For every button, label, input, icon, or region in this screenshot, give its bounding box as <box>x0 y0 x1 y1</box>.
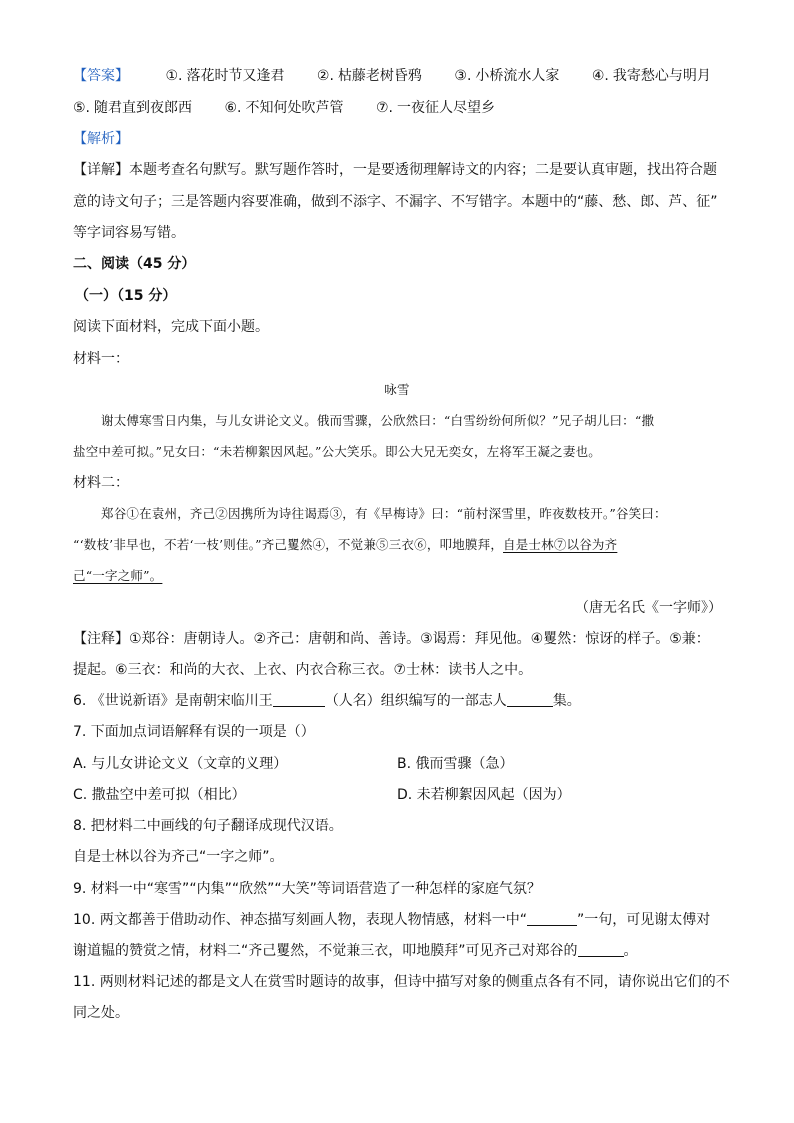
question-10-line-2: 谢道韫的赞赏之情，材料二“齐己矍然，不觉兼三衣，叩地膜拜”可见齐己对郑谷的 。 <box>73 943 638 959</box>
analysis-tag: 【解析】 <box>73 131 129 147</box>
answer-item-3: ③. 小桥流水人家 <box>454 68 560 84</box>
material-1-label: 材料一： <box>73 351 129 367</box>
question-11-line-1: 11. 两则材料记述的都是文人在赏雪时题诗的故事，但诗中描写对象的侧重点各有不同，请你说出它们的不 <box>73 974 730 990</box>
underlined-sentence-part-2: 己“一字之师”。 <box>73 568 163 583</box>
material-2-label: 材料二： <box>73 475 129 491</box>
question-8: 8. 把材料二中画线的句子翻译成现代汉语。 <box>73 818 343 834</box>
section-title: 二、阅读（45 分） <box>73 256 196 272</box>
option-a: A. 与儿女讲论文义（文章的义理） <box>73 756 288 772</box>
material-1-line-1: 谢太傅寒雪日内集，与儿女讲论文义。俄而雪骤，公欣然曰：“白雪纷纷何所似？”兄子胡儿曰：“撒 <box>101 413 655 428</box>
material-1-title: 咏雪 <box>384 382 410 397</box>
notes-line-2: 提起。⑥三衣：和尚的大衣、上衣、内衣合称三衣。⑦士林：读书人之中。 <box>73 662 533 678</box>
option-b: B. 俄而雪骤（急） <box>397 756 514 772</box>
question-6: 6. 《世说新语》是南朝宋临川王 （人名）组织编写的一部志人 集。 <box>73 693 581 709</box>
answer-line-2 <box>73 98 495 118</box>
answer-item-5: ⑤. 随君直到夜郎西 <box>73 100 193 116</box>
answer-item-1: ①. 落花时节又逢君 <box>165 68 285 84</box>
material-2-line-2: “‘数枝’非早也，不若‘一枝’则佳。”齐己矍然④，不觉兼⑤三衣⑥，叩地膜拜，自是士林⑦以谷为齐 <box>73 537 618 552</box>
analysis-line-3: 等字词容易写错。 <box>73 225 185 241</box>
underlined-sentence-part-1: 自是士林⑦以谷为齐 <box>503 537 618 552</box>
material-2-line-3 <box>73 566 162 586</box>
answer-blank <box>527 911 577 926</box>
answer-item-2: ②. 枯藤老树昏鸦 <box>316 68 422 84</box>
analysis-line-1: 【详解】本题考查名句默写。默写题作答时，一是要透彻理解诗文的内容；二是要认真审题，找出符合题 <box>73 162 717 178</box>
question-11-line-2: 同之处。 <box>73 1005 129 1021</box>
material-1-line-2: 盐空中差可拟。”兄女曰：“未若柳絮因风起。”公大笑乐。即公大兄无奕女，左将军王凝之妻也。 <box>73 444 601 459</box>
answer-item-4: ④. 我寄愁心与明月 <box>591 68 711 84</box>
analysis-line-2: 意的诗文句子；三是答题内容要准确，做到不添字、不漏字、不写错字。本题中的“藤、愁、郎、芦、征” <box>73 194 718 210</box>
answer-blank <box>578 942 624 957</box>
question-7: 7. 下面加点词语解释有误的一项是（） <box>73 724 315 740</box>
answer-item-6: ⑥. 不知何处吹芦管 <box>224 100 344 116</box>
material-2-line-1: 郑谷①在袁州，齐己②因携所为诗往谒焉③，有《早梅诗》曰：“前村深雪里，昨夜数枝开。”谷笑曰： <box>101 506 667 521</box>
answer-item-7: ⑦. 一夜征人尽望乡 <box>375 100 495 116</box>
detail-tag: 【详解】 <box>73 162 129 178</box>
section-sub-title: （一）（15 分） <box>75 288 177 304</box>
source-citation: （唐无名氏《一字师》） <box>575 600 722 616</box>
option-d: D. 未若柳絮因风起（因为） <box>397 787 571 803</box>
answer-blank <box>273 692 325 707</box>
question-8-sentence: 自是士林以谷为齐己“一字之师”。 <box>73 849 284 865</box>
answer-blank <box>507 692 553 707</box>
section-instruction: 阅读下面材料，完成下面小题。 <box>73 319 269 335</box>
question-10-line-1: 10. 两文都善于借助动作、神态描写刻画人物，表现人物情感，材料一中“ ”一句，可见谢太傅对 <box>73 912 711 928</box>
option-c: C. 撒盐空中差可拟（相比） <box>73 787 246 803</box>
answer-line-1 <box>73 66 711 86</box>
answer-tag: 【答案】 <box>73 68 129 84</box>
notes-line-1: 【注释】①郑谷：唐朝诗人。②齐己：唐朝和尚、善诗。③谒焉：拜见他。④矍然：惊讶的样子。⑤兼： <box>73 631 710 647</box>
question-9: 9. 材料一中“寒雪”“内集”“欣然”“大笑”等词语营造了一种怎样的家庭气氛？ <box>73 881 541 897</box>
